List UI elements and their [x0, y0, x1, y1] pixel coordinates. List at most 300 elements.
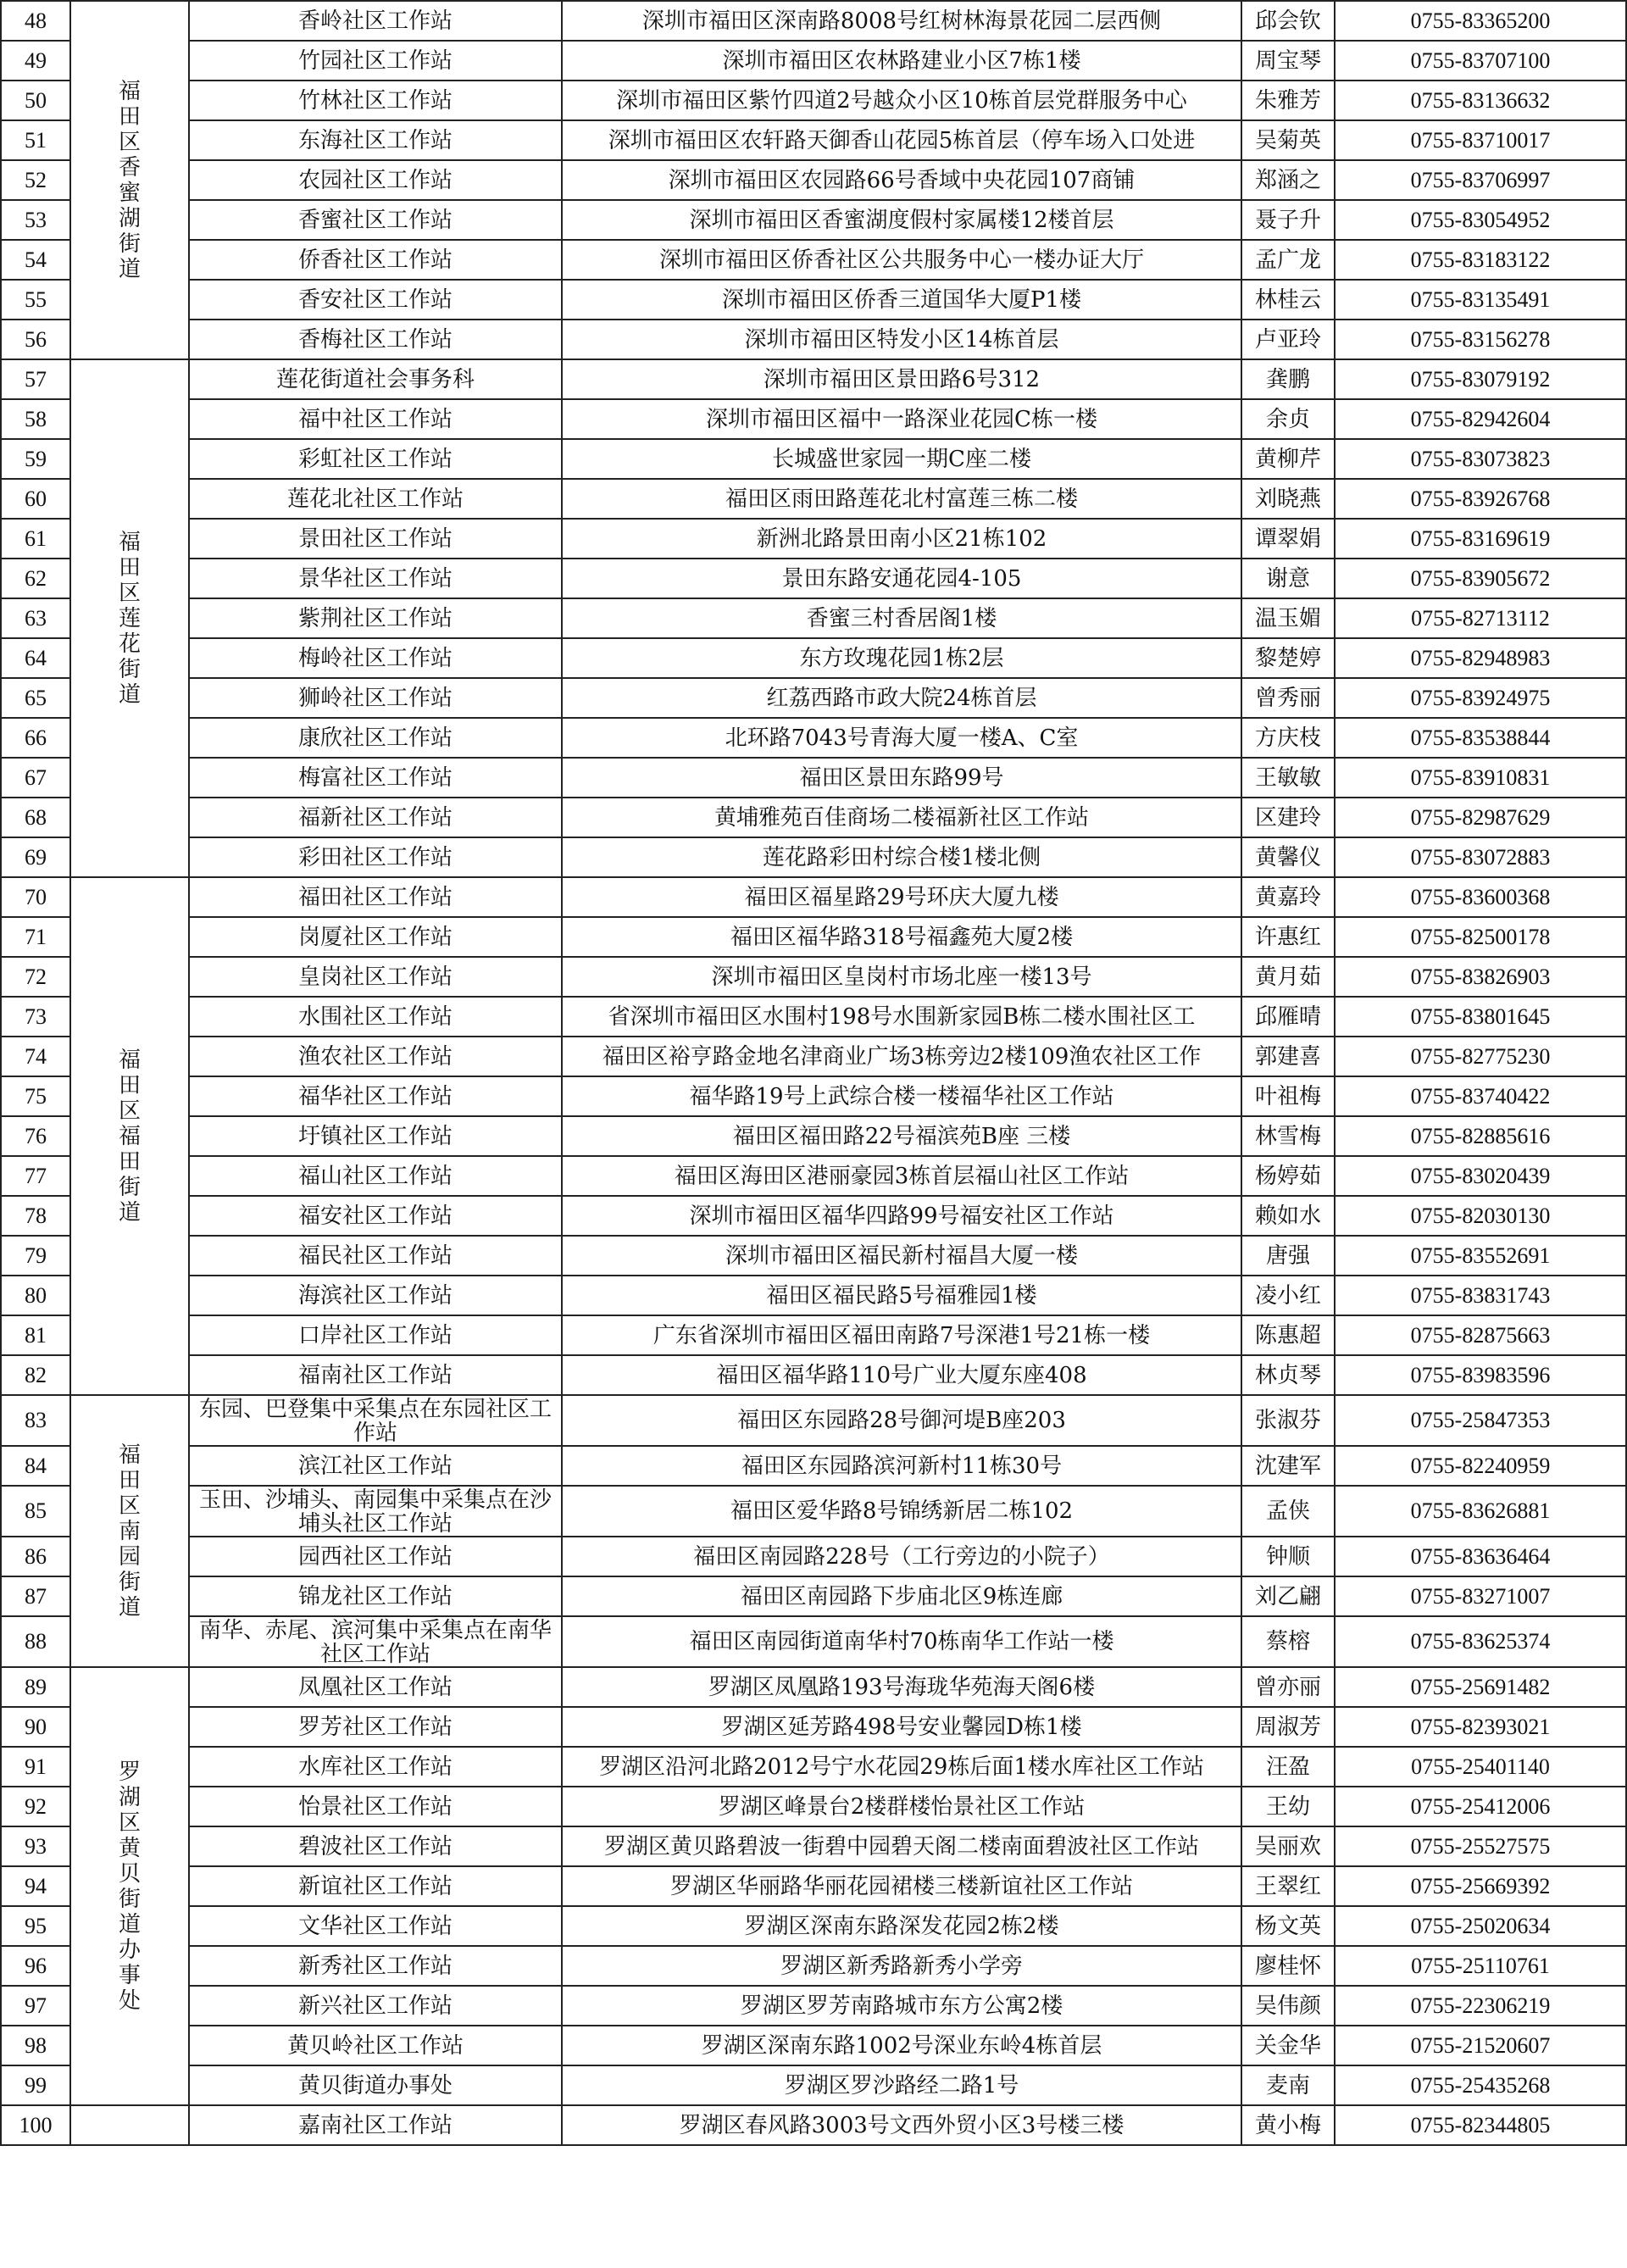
station-address: 深圳市福田区深南路8008号红树林海景花园二层西侧: [562, 1, 1241, 41]
row-number: 97: [1, 1986, 70, 2026]
row-number: 95: [1, 1906, 70, 1946]
contact-phone: 0755-25110761: [1335, 1946, 1626, 1986]
station-name: 竹园社区工作站: [189, 41, 562, 81]
station-name: 玉田、沙埔头、南园集中采集点在沙埔头社区工作站: [189, 1486, 562, 1537]
station-address: 福田区福华路318号福鑫苑大厦2楼: [562, 917, 1241, 957]
row-number: 86: [1, 1537, 70, 1576]
station-address: 罗湖区沿河北路2012号宁水花园29栋后面1楼水库社区工作站: [562, 1747, 1241, 1787]
street-name-char: 湖: [118, 1784, 141, 1810]
street-name-char: 区: [118, 129, 141, 155]
station-address: 福田区南园路下步庙北区9栋连廊: [562, 1576, 1241, 1616]
street-name-char: 莲: [118, 605, 141, 631]
contact-person: 曾秀丽: [1241, 678, 1335, 718]
street-name-char: 处: [118, 1987, 141, 2014]
table-row: [1, 1747, 1626, 1787]
station-name: 锦龙社区工作站: [189, 1576, 562, 1616]
street-name-char: 道: [118, 681, 141, 708]
contact-phone: 0755-82987629: [1335, 798, 1626, 837]
row-number: 60: [1, 479, 70, 519]
station-address: 福田区福民路5号福雅园1楼: [562, 1276, 1241, 1315]
table-row: [1, 1116, 1626, 1156]
contact-phone: 0755-83271007: [1335, 1576, 1626, 1616]
street-name-char: 田: [118, 1148, 141, 1175]
row-number: 54: [1, 240, 70, 280]
station-address: 红荔西路市政大院24栋首层: [562, 678, 1241, 718]
contact-person: 汪盈: [1241, 1747, 1335, 1787]
contact-phone: 0755-83710017: [1335, 120, 1626, 160]
station-address: 深圳市福田区农轩路天御香山花园5栋首层（停车场入口处进: [562, 120, 1241, 160]
station-name: 渔农社区工作站: [189, 1037, 562, 1076]
contact-phone: 0755-82942604: [1335, 399, 1626, 439]
table-row: [1, 280, 1626, 320]
station-name: 黄贝岭社区工作站: [189, 2026, 562, 2065]
table-row: [1, 1, 1626, 41]
station-name: 紫荆社区工作站: [189, 598, 562, 638]
street-name-char: 田: [118, 103, 141, 130]
contact-phone: 0755-22306219: [1335, 1986, 1626, 2026]
contact-phone: 0755-82344805: [1335, 2105, 1626, 2145]
street-name-char: 区: [118, 1493, 141, 1519]
contact-phone: 0755-82713112: [1335, 598, 1626, 638]
table-row: [1, 798, 1626, 837]
station-name: 新兴社区工作站: [189, 1986, 562, 2026]
table-row: [1, 2105, 1626, 2145]
contact-phone: 0755-83706997: [1335, 160, 1626, 200]
row-number: 62: [1, 559, 70, 598]
contact-phone: 0755-25020634: [1335, 1906, 1626, 1946]
station-address: 深圳市福田区特发小区14栋首层: [562, 320, 1241, 359]
contact-person: 孟广龙: [1241, 240, 1335, 280]
street-name-char: 道: [118, 1911, 141, 1937]
contact-person: 吴伟颜: [1241, 1986, 1335, 2026]
station-name: 景田社区工作站: [189, 519, 562, 559]
street-name-char: 区: [118, 580, 141, 606]
table-row: [1, 1906, 1626, 1946]
station-name: 圩镇社区工作站: [189, 1116, 562, 1156]
contact-person: 黄馨仪: [1241, 837, 1335, 877]
street-name-char: 区: [118, 1809, 141, 1836]
street-name-char: 道: [118, 1594, 141, 1620]
table-body: [1, 1, 1626, 2145]
contact-person: 黄嘉玲: [1241, 877, 1335, 917]
row-number: 56: [1, 320, 70, 359]
street-name-char: 田: [118, 1467, 141, 1493]
station-address: 省深圳市福田区水围村198号水围新家园B栋二楼水围社区工: [562, 997, 1241, 1037]
street-name-char: 街: [118, 1886, 141, 1912]
row-number: 91: [1, 1747, 70, 1787]
station-name: 竹林社区工作站: [189, 81, 562, 120]
street-name-char: 街: [118, 1174, 141, 1200]
table-row: [1, 559, 1626, 598]
station-name: 东园、巴登集中采集点在东园社区工作站: [189, 1395, 562, 1446]
contact-person: 林贞琴: [1241, 1355, 1335, 1395]
contact-phone: 0755-82240959: [1335, 1446, 1626, 1486]
contact-phone: 0755-83136632: [1335, 81, 1626, 120]
table-row: [1, 678, 1626, 718]
table-row: [1, 1156, 1626, 1196]
station-name: 莲花街道社会事务科: [189, 359, 562, 399]
street-name-char: 蜜: [118, 180, 141, 206]
station-address: 福田区东园路28号御河堤B座203: [562, 1395, 1241, 1446]
table-row: [1, 1826, 1626, 1866]
contact-person: 邱雁晴: [1241, 997, 1335, 1037]
row-number: 80: [1, 1276, 70, 1315]
station-address: 广东省深圳市福田区福田南路7号深港1号21栋一楼: [562, 1315, 1241, 1355]
table-row: [1, 240, 1626, 280]
contact-phone: 0755-82393021: [1335, 1707, 1626, 1747]
street-name-char: 事: [118, 1962, 141, 1988]
table-row: [1, 359, 1626, 399]
table-row: [1, 718, 1626, 758]
row-number: 63: [1, 598, 70, 638]
station-address: 景田东路安通花园4-105: [562, 559, 1241, 598]
contact-person: 赖如水: [1241, 1196, 1335, 1236]
row-number: 85: [1, 1486, 70, 1537]
table-row: [1, 479, 1626, 519]
station-name: 碧波社区工作站: [189, 1826, 562, 1866]
station-address: 深圳市福田区香蜜湖度假村家属楼12楼首层: [562, 200, 1241, 240]
station-name: 水库社区工作站: [189, 1747, 562, 1787]
contact-person: 谭翠娟: [1241, 519, 1335, 559]
table-row: [1, 598, 1626, 638]
station-name: 莲花北社区工作站: [189, 479, 562, 519]
row-number: 48: [1, 1, 70, 41]
contact-person: 周宝琴: [1241, 41, 1335, 81]
contact-phone: 0755-83169619: [1335, 519, 1626, 559]
row-number: 87: [1, 1576, 70, 1616]
station-address: 福田区东园路滨河新村11栋30号: [562, 1446, 1241, 1486]
row-number: 67: [1, 758, 70, 798]
contact-phone: 0755-25401140: [1335, 1747, 1626, 1787]
contact-person: 曾亦丽: [1241, 1667, 1335, 1707]
contact-phone: 0755-83365200: [1335, 1, 1626, 41]
station-name: 怡景社区工作站: [189, 1787, 562, 1826]
station-address: 福田区景田东路99号: [562, 758, 1241, 798]
station-name: 香安社区工作站: [189, 280, 562, 320]
row-number: 53: [1, 200, 70, 240]
contact-person: 蔡榕: [1241, 1616, 1335, 1667]
contact-person: 陈惠超: [1241, 1315, 1335, 1355]
station-name: 福新社区工作站: [189, 798, 562, 837]
station-name: 凤凰社区工作站: [189, 1667, 562, 1707]
table-row: [1, 81, 1626, 120]
table-row: [1, 1037, 1626, 1076]
row-number: 72: [1, 957, 70, 997]
contact-person: 杨婷茹: [1241, 1156, 1335, 1196]
contact-phone: 0755-25435268: [1335, 2065, 1626, 2105]
row-number: 93: [1, 1826, 70, 1866]
contact-phone: 0755-83600368: [1335, 877, 1626, 917]
station-name: 福中社区工作站: [189, 399, 562, 439]
contact-person: 杨文英: [1241, 1906, 1335, 1946]
table-row: [1, 1196, 1626, 1236]
row-number: 74: [1, 1037, 70, 1076]
contact-phone: 0755-83983596: [1335, 1355, 1626, 1395]
contact-person: 王敏敏: [1241, 758, 1335, 798]
station-name: 梅富社区工作站: [189, 758, 562, 798]
row-number: 71: [1, 917, 70, 957]
table-row: [1, 1236, 1626, 1276]
table-row: [1, 1866, 1626, 1906]
contact-phone: 0755-82500178: [1335, 917, 1626, 957]
contact-phone: 0755-83626881: [1335, 1486, 1626, 1537]
street-name-char: 田: [118, 554, 141, 581]
street-name-cell: [70, 1667, 189, 2105]
contact-person: 凌小红: [1241, 1276, 1335, 1315]
contact-person: 林雪梅: [1241, 1116, 1335, 1156]
station-name: 彩虹社区工作站: [189, 439, 562, 479]
contact-phone: 0755-83707100: [1335, 41, 1626, 81]
contact-phone: 0755-83072883: [1335, 837, 1626, 877]
contact-person: 叶祖梅: [1241, 1076, 1335, 1116]
station-address: 深圳市福田区福民新村福昌大厦一楼: [562, 1236, 1241, 1276]
station-address: 罗湖区黄贝路碧波一街碧中园碧天阁二楼南面碧波社区工作站: [562, 1826, 1241, 1866]
station-name: 南华、赤尾、滨河集中采集点在南华社区工作站: [189, 1616, 562, 1667]
table-row: [1, 1486, 1626, 1537]
table-row: [1, 1537, 1626, 1576]
station-address: 罗湖区新秀路新秀小学旁: [562, 1946, 1241, 1986]
contact-person: 谢意: [1241, 559, 1335, 598]
row-number: 99: [1, 2065, 70, 2105]
station-address: 罗湖区延芳路498号安业馨园D栋1楼: [562, 1707, 1241, 1747]
row-number: 79: [1, 1236, 70, 1276]
contact-phone: 0755-83831743: [1335, 1276, 1626, 1315]
row-number: 78: [1, 1196, 70, 1236]
contact-person: 唐强: [1241, 1236, 1335, 1276]
station-address: 福田区福华路110号广业大厦东座408: [562, 1355, 1241, 1395]
contact-person: 许惠红: [1241, 917, 1335, 957]
station-name: 香梅社区工作站: [189, 320, 562, 359]
table-row: [1, 1315, 1626, 1355]
station-address: 莲花路彩田村综合楼1楼北侧: [562, 837, 1241, 877]
station-address: 福田区南园街道南华村70栋南华工作站一楼: [562, 1616, 1241, 1667]
contact-person: 周淑芳: [1241, 1707, 1335, 1747]
station-address: 深圳市福田区紫竹四道2号越众小区10栋首层党群服务中心: [562, 81, 1241, 120]
street-name-char: 区: [118, 1098, 141, 1124]
contact-phone: 0755-83135491: [1335, 280, 1626, 320]
contact-person: 朱雅芳: [1241, 81, 1335, 120]
row-number: 58: [1, 399, 70, 439]
row-number: 83: [1, 1395, 70, 1446]
row-number: 50: [1, 81, 70, 120]
contact-phone: 0755-83625374: [1335, 1616, 1626, 1667]
street-name-char: 福: [118, 78, 141, 104]
contact-person: 卢亚玲: [1241, 320, 1335, 359]
station-address: 福田区福田路22号福滨苑B座 三楼: [562, 1116, 1241, 1156]
station-address: 北环路7043号青海大厦一楼A、C室: [562, 718, 1241, 758]
row-number: 51: [1, 120, 70, 160]
table-row: [1, 957, 1626, 997]
contact-phone: 0755-25412006: [1335, 1787, 1626, 1826]
contact-phone: 0755-83079192: [1335, 359, 1626, 399]
street-name-char: 田: [118, 1072, 141, 1098]
row-number: 68: [1, 798, 70, 837]
contact-phone: 0755-25669392: [1335, 1866, 1626, 1906]
contact-person: 关金华: [1241, 2026, 1335, 2065]
street-name-cell: [70, 359, 189, 877]
table-row: [1, 758, 1626, 798]
station-address: 深圳市福田区景田路6号312: [562, 359, 1241, 399]
table-row: [1, 997, 1626, 1037]
contact-person: 吴丽欢: [1241, 1826, 1335, 1866]
row-number: 64: [1, 638, 70, 678]
row-number: 76: [1, 1116, 70, 1156]
contact-phone: 0755-82875663: [1335, 1315, 1626, 1355]
street-name-char: 街: [118, 656, 141, 682]
contact-person: 张淑芬: [1241, 1395, 1335, 1446]
row-number: 61: [1, 519, 70, 559]
street-name-char: 福: [118, 1442, 141, 1468]
station-address: 深圳市福田区侨香社区公共服务中心一楼办证大厅: [562, 240, 1241, 280]
street-name-cell: [70, 1, 189, 359]
contact-phone: 0755-82030130: [1335, 1196, 1626, 1236]
contact-phone: 0755-83552691: [1335, 1236, 1626, 1276]
station-address: 深圳市福田区福华四路99号福安社区工作站: [562, 1196, 1241, 1236]
contact-person: 黄柳芹: [1241, 439, 1335, 479]
street-name-char: 街: [118, 1569, 141, 1595]
station-address: 东方玫瑰花园1栋2层: [562, 638, 1241, 678]
contact-person: 吴菊英: [1241, 120, 1335, 160]
table-row: [1, 1787, 1626, 1826]
station-name: 园西社区工作站: [189, 1537, 562, 1576]
station-address: 深圳市福田区侨香三道国华大厦P1楼: [562, 280, 1241, 320]
station-address: 福田区爱华路8号锦绣新居二栋102: [562, 1486, 1241, 1537]
contact-person: 区建玲: [1241, 798, 1335, 837]
table-row: [1, 837, 1626, 877]
station-name: 文华社区工作站: [189, 1906, 562, 1946]
row-number: 98: [1, 2026, 70, 2065]
station-name: 皇岗社区工作站: [189, 957, 562, 997]
station-address: 罗湖区凤凰路193号海珑华苑海天阁6楼: [562, 1667, 1241, 1707]
station-name: 侨香社区工作站: [189, 240, 562, 280]
station-name: 香岭社区工作站: [189, 1, 562, 41]
row-number: 55: [1, 280, 70, 320]
row-number: 52: [1, 160, 70, 200]
contact-person: 刘晓燕: [1241, 479, 1335, 519]
table-row: [1, 120, 1626, 160]
contact-phone: 0755-83156278: [1335, 320, 1626, 359]
table-row: [1, 1446, 1626, 1486]
table-row: [1, 877, 1626, 917]
street-name-char: 办: [118, 1937, 141, 1963]
station-address: 罗湖区罗芳南路城市东方公寓2楼: [562, 1986, 1241, 2026]
station-address: 深圳市福田区福中一路深业花园C栋一楼: [562, 399, 1241, 439]
contact-person: 余贞: [1241, 399, 1335, 439]
station-address: 长城盛世家园一期C座二楼: [562, 439, 1241, 479]
table-row: [1, 1986, 1626, 2026]
station-address: 深圳市福田区农园路66号香域中央花园107商铺: [562, 160, 1241, 200]
contact-phone: 0755-25691482: [1335, 1667, 1626, 1707]
table-row: [1, 1076, 1626, 1116]
table-row: [1, 917, 1626, 957]
contact-phone: 0755-83826903: [1335, 957, 1626, 997]
contact-person: 郭建喜: [1241, 1037, 1335, 1076]
table-row: [1, 519, 1626, 559]
station-name: 狮岭社区工作站: [189, 678, 562, 718]
street-name-cell: [70, 877, 189, 1395]
station-name: 黄贝街道办事处: [189, 2065, 562, 2105]
street-name-char: 南: [118, 1518, 141, 1544]
station-name: 福田社区工作站: [189, 877, 562, 917]
contact-phone: 0755-83636464: [1335, 1537, 1626, 1576]
row-number: 57: [1, 359, 70, 399]
row-number: 81: [1, 1315, 70, 1355]
contact-person: 沈建军: [1241, 1446, 1335, 1486]
table-row: [1, 1667, 1626, 1707]
station-name: 口岸社区工作站: [189, 1315, 562, 1355]
station-name: 东海社区工作站: [189, 120, 562, 160]
table-row: [1, 1355, 1626, 1395]
street-name-cell: [70, 2105, 189, 2145]
row-number: 94: [1, 1866, 70, 1906]
contact-person: 黄月茹: [1241, 957, 1335, 997]
contact-person: 方庆枝: [1241, 718, 1335, 758]
table-row: [1, 320, 1626, 359]
station-name: 岗厦社区工作站: [189, 917, 562, 957]
table-row: [1, 1276, 1626, 1315]
table-row: [1, 638, 1626, 678]
station-name: 新秀社区工作站: [189, 1946, 562, 1986]
station-name: 景华社区工作站: [189, 559, 562, 598]
row-number: 59: [1, 439, 70, 479]
street-name-char: 黄: [118, 1835, 141, 1861]
contact-person: 郑涵之: [1241, 160, 1335, 200]
street-name-char: 罗: [118, 1759, 141, 1785]
street-name-char: 园: [118, 1543, 141, 1570]
contact-phone: 0755-83538844: [1335, 718, 1626, 758]
station-address: 福田区海田区港丽豪园3栋首层福山社区工作站: [562, 1156, 1241, 1196]
contact-phone: 0755-83183122: [1335, 240, 1626, 280]
contact-phone: 0755-83801645: [1335, 997, 1626, 1037]
table-row: [1, 399, 1626, 439]
contact-phone: 0755-83073823: [1335, 439, 1626, 479]
contact-person: 廖桂怀: [1241, 1946, 1335, 1986]
station-address: 福华路19号上武综合楼一楼福华社区工作站: [562, 1076, 1241, 1116]
row-number: 96: [1, 1946, 70, 1986]
station-name: 梅岭社区工作站: [189, 638, 562, 678]
row-number: 49: [1, 41, 70, 81]
station-address: 罗湖区峰景台2楼群楼怡景社区工作站: [562, 1787, 1241, 1826]
contact-person: 钟顺: [1241, 1537, 1335, 1576]
street-name-char: 道: [118, 1199, 141, 1226]
table-row: [1, 439, 1626, 479]
station-address: 新洲北路景田南小区21栋102: [562, 519, 1241, 559]
table-row: [1, 1616, 1626, 1667]
station-address: 香蜜三村香居阁1楼: [562, 598, 1241, 638]
contact-phone: 0755-83740422: [1335, 1076, 1626, 1116]
contact-phone: 0755-83924975: [1335, 678, 1626, 718]
station-address: 罗湖区华丽路华丽花园裙楼三楼新谊社区工作站: [562, 1866, 1241, 1906]
contact-person: 孟侠: [1241, 1486, 1335, 1537]
street-name-char: 贝: [118, 1860, 141, 1887]
row-number: 75: [1, 1076, 70, 1116]
street-name-char: 湖: [118, 205, 141, 231]
station-address: 福田区福星路29号环庆大厦九楼: [562, 877, 1241, 917]
station-address: 福田区雨田路莲花北村富莲三栋二楼: [562, 479, 1241, 519]
station-address: 罗湖区深南东路深发花园2栋2楼: [562, 1906, 1241, 1946]
table-row: [1, 2026, 1626, 2065]
contact-person: 麦南: [1241, 2065, 1335, 2105]
station-address: 深圳市福田区皇岗村市场北座一楼13号: [562, 957, 1241, 997]
contact-person: 邱会钦: [1241, 1, 1335, 41]
station-address: 罗湖区深南东路1002号深业东岭4栋首层: [562, 2026, 1241, 2065]
station-name: 香蜜社区工作站: [189, 200, 562, 240]
row-number: 89: [1, 1667, 70, 1707]
contact-phone: 0755-25847353: [1335, 1395, 1626, 1446]
contact-phone: 0755-21520607: [1335, 2026, 1626, 2065]
table-row: [1, 1946, 1626, 1986]
contact-person: 黄小梅: [1241, 2105, 1335, 2145]
